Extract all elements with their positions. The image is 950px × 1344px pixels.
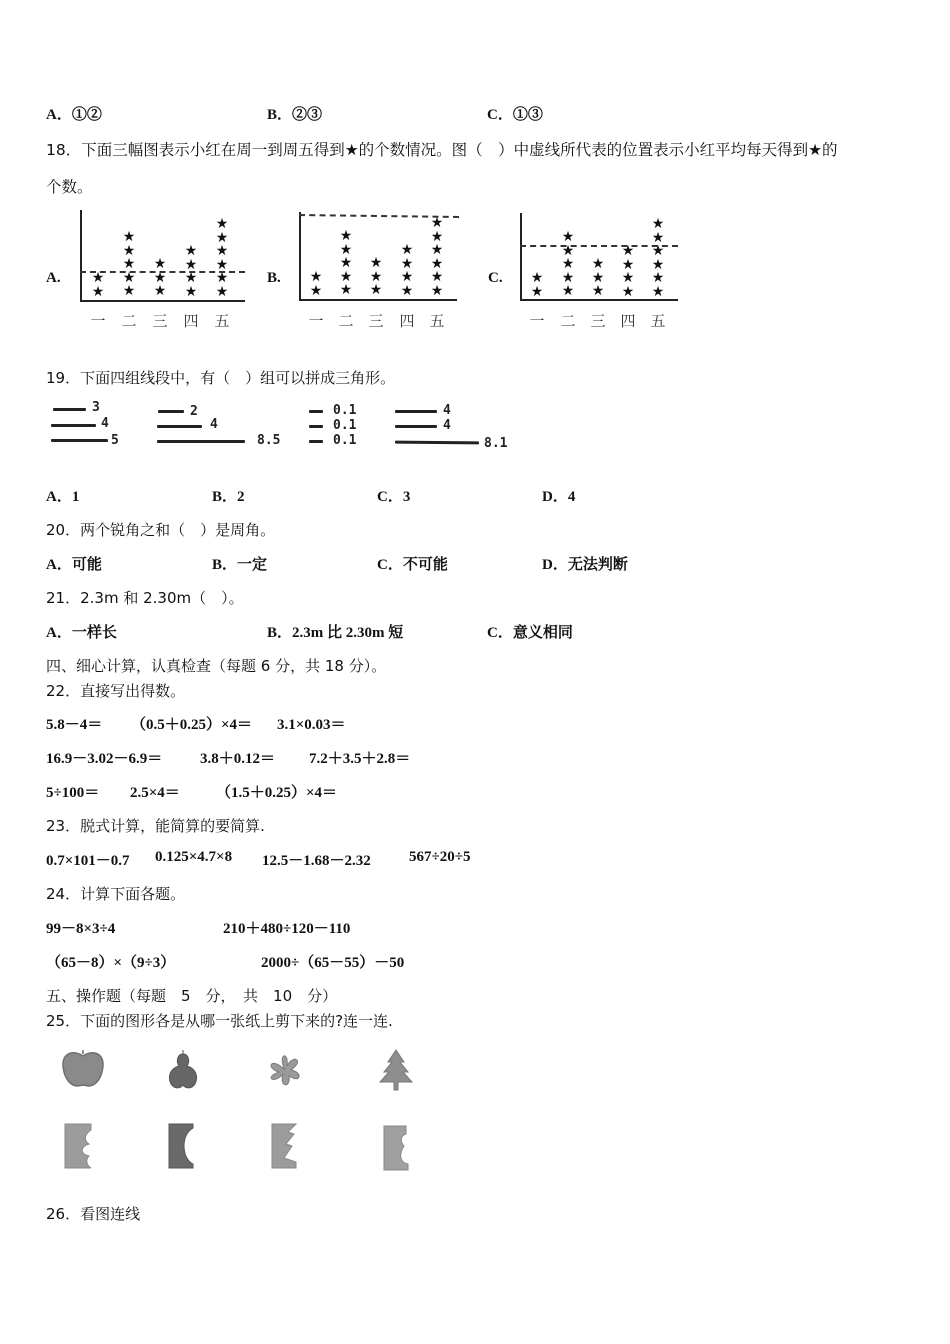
star-column: ★ ★ ★ <box>369 255 383 298</box>
x-tick-label: 二 <box>338 312 354 330</box>
q22-item: 2.5×4＝ <box>130 785 180 801</box>
q17-option-a: A．①② <box>46 107 102 123</box>
paper-cut-1-icon <box>63 1122 93 1172</box>
y-axis <box>80 210 82 301</box>
q23-item: 0.7×101－0.7 <box>46 853 130 869</box>
x-tick-label: 五 <box>429 312 445 330</box>
x-tick-label: 二 <box>560 312 576 330</box>
x-axis <box>299 299 457 301</box>
q24-stem: 24．计算下面各题。 <box>46 885 186 903</box>
x-tick-label: 四 <box>620 312 636 330</box>
section-4-heading: 四、细心计算，认真检查（每题 6 分，共 18 分）。 <box>46 657 387 675</box>
q19-option-b: B．2 <box>212 489 245 505</box>
q19-option-d: D．4 <box>542 489 576 505</box>
star-column: ★ ★ ★ ★ ★ <box>339 228 353 298</box>
x-tick-label: 一 <box>90 312 106 330</box>
x-tick-label: 三 <box>152 312 168 330</box>
q17-option-b: B．②③ <box>267 107 323 123</box>
q20-stem: 20．两个锐角之和（ ）是周角。 <box>46 521 276 539</box>
q22-item: 3.1×0.03＝ <box>277 717 346 733</box>
star-column: ★ ★ <box>530 270 544 300</box>
x-tick-label: 三 <box>368 312 384 330</box>
q22-item: 5÷100＝ <box>46 785 100 801</box>
star-column: ★ ★ <box>309 269 323 299</box>
y-axis <box>299 212 301 301</box>
star-column: ★ ★ ★ ★ ★ ★ <box>430 215 444 299</box>
q23-item: 567÷20÷5 <box>409 849 471 865</box>
q19-stem: 19．下面四组线段中，有（ ）组可以拼成三角形。 <box>46 369 396 387</box>
q23-stem: 23．脱式计算，能简算的要简算. <box>46 817 265 835</box>
q24-item: （65－8）×（9÷3） <box>46 955 176 971</box>
q17-option-c: C．①③ <box>487 107 543 123</box>
x-tick-label: 一 <box>308 312 324 330</box>
q24-item: 210＋480÷120－110 <box>223 921 351 937</box>
q21-stem: 21．2.3m 和 2.30m（ ）。 <box>46 589 244 607</box>
clover-shape-icon <box>263 1050 307 1090</box>
x-tick-label: 五 <box>214 312 230 330</box>
q20-option-b: B．一定 <box>212 557 268 573</box>
q22-item: 5.8－4＝ <box>46 717 103 733</box>
star-column: ★ ★ ★ ★ <box>621 243 635 300</box>
q21-option-c: C．意义相同 <box>487 625 573 641</box>
star-column: ★ ★ ★ ★ ★ ★ <box>215 216 229 300</box>
star-column: ★ ★ <box>91 270 105 300</box>
q20-option-c: C．不可能 <box>377 557 448 573</box>
x-tick-label: 四 <box>399 312 415 330</box>
paper-cut-3-icon <box>270 1122 300 1172</box>
x-tick-label: 三 <box>590 312 606 330</box>
q22-item: （1.5＋0.25）×4＝ <box>216 785 338 801</box>
chart-a <box>80 210 245 330</box>
q22-item: 16.9－3.02－6.9＝ <box>46 751 163 767</box>
q19-option-a: A．1 <box>46 489 80 505</box>
q19-option-c: C．3 <box>377 489 411 505</box>
q22-item: 7.2＋3.5＋2.8＝ <box>309 751 411 767</box>
q21-option-b: B．2.3m 比 2.30m 短 <box>267 625 404 641</box>
q22-item: 3.8＋0.12＝ <box>200 751 276 767</box>
y-axis <box>520 213 522 300</box>
q18-label-a: A. <box>46 270 61 286</box>
pine-tree-shape-icon <box>378 1048 414 1092</box>
star-column: ★ ★ ★ ★ <box>400 242 414 299</box>
star-column: ★ ★ ★ ★ ★ ★ <box>651 216 665 300</box>
q18-label-c: C. <box>488 270 503 286</box>
star-column: ★ ★ ★ <box>591 256 605 299</box>
x-tick-label: 二 <box>121 312 137 330</box>
star-column: ★ ★ ★ ★ <box>184 243 198 300</box>
q21-option-a: A．一样长 <box>46 625 117 641</box>
apple-shape-icon <box>60 1048 106 1090</box>
star-column: ★ ★ ★ ★ ★ <box>122 229 136 299</box>
paper-cut-4-icon <box>382 1124 412 1174</box>
q26-stem: 26．看图连线 <box>46 1205 141 1223</box>
x-tick-label: 五 <box>650 312 666 330</box>
q20-option-a: A．可能 <box>46 557 102 573</box>
q20-option-d: D．无法判断 <box>542 557 628 573</box>
q18-label-b: B. <box>267 270 281 286</box>
gourd-shape-icon <box>165 1048 201 1094</box>
q24-item: 99－8×3÷4 <box>46 921 116 937</box>
section-5-heading: 五、操作题（每题 5 分， 共 10 分） <box>46 987 338 1005</box>
paper-cut-2-icon <box>167 1122 197 1172</box>
q24-item: 2000÷（65－55）－50 <box>261 955 405 971</box>
x-tick-label: 四 <box>183 312 199 330</box>
q23-item: 12.5－1.68－2.32 <box>262 853 371 869</box>
q18-stem-line1: 18．下面三幅图表示小红在周一到周五得到★的个数情况。图（ ）中虚线所代表的位置表示小红平均每天得到★的 <box>46 141 838 159</box>
q25-stem: 25．下面的图形各是从哪一张纸上剪下来的?连一连. <box>46 1012 393 1030</box>
q22-stem: 22．直接写出得数。 <box>46 682 186 700</box>
x-tick-label: 一 <box>529 312 545 330</box>
star-column: ★ ★ ★ ★ ★ <box>561 229 575 299</box>
q23-item: 0.125×4.7×8 <box>155 849 233 865</box>
star-column: ★ ★ ★ <box>153 256 167 299</box>
chart-b <box>299 210 464 330</box>
q18-stem-line2: 个数。 <box>46 178 93 196</box>
x-axis <box>80 300 245 302</box>
q22-item: （0.5＋0.25）×4＝ <box>131 717 253 733</box>
chart-c <box>520 213 685 333</box>
